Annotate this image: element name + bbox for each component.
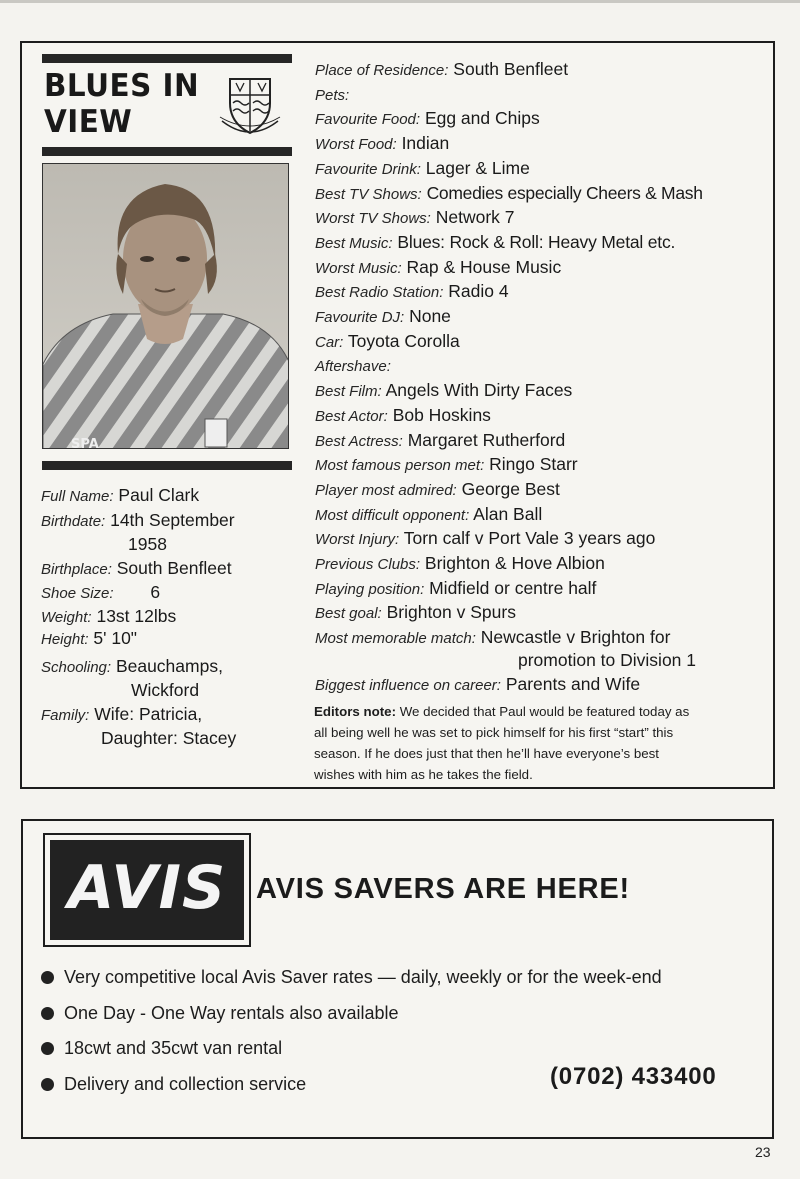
- editors-note: [314, 701, 754, 785]
- best-film-label: Best Film:: [315, 383, 382, 401]
- memorable-match-value-cont: promotion to Division 1: [518, 649, 696, 670]
- weight-row: [41, 606, 311, 628]
- car-value: Toyota Corolla: [347, 330, 460, 351]
- shoe-size-row: [41, 581, 311, 606]
- best-music-row: [315, 231, 770, 256]
- birthplace-row: [41, 557, 311, 582]
- heading-rule-top: [42, 54, 292, 63]
- worst-food-label: Worst Food:: [315, 136, 397, 154]
- favourite-dj-value: None: [409, 306, 451, 327]
- difficult-opponent-label: Most difficult opponent:: [315, 506, 470, 524]
- previous-clubs-value: Brighton & Hove Albion: [424, 553, 605, 574]
- family-value: Wife: Patricia,: [94, 703, 203, 724]
- aftershave-row: [315, 354, 770, 379]
- editors-note-text1: We decided that Paul would be featured today as: [399, 704, 690, 719]
- player-photo: [42, 163, 289, 449]
- heading-rule-bottom: [42, 147, 292, 156]
- editors-note-line1: [314, 701, 754, 722]
- worst-tv-value: Network 7: [435, 207, 515, 228]
- full-name-value: Paul Clark: [118, 485, 200, 505]
- favourites-list: [315, 58, 770, 698]
- difficult-opponent-value: Alan Ball: [473, 503, 543, 524]
- pets-label: Pets:: [315, 86, 350, 104]
- best-actress-value: Margaret Rutherford: [407, 429, 566, 450]
- worst-tv-label: Worst TV Shows:: [315, 210, 431, 228]
- birthplace-label: Birthplace:: [41, 560, 112, 578]
- family-row-cont: [41, 727, 311, 751]
- favourite-dj-label: Favourite DJ:: [315, 309, 405, 327]
- photo-rule: [42, 461, 292, 470]
- best-tv-row: [315, 182, 770, 207]
- best-actor-label: Best Actor:: [315, 407, 388, 425]
- famous-person-label: Most famous person met:: [315, 457, 485, 475]
- ad-headline: AVIS SAVERS ARE HERE!: [256, 873, 630, 905]
- best-film-value: Angels With Dirty Faces: [385, 380, 573, 401]
- schooling-value: Beauchamps,: [115, 655, 223, 676]
- weight-value: 13st 12lbs: [96, 605, 177, 626]
- car-label: Car:: [315, 333, 344, 351]
- full-name-label: Full Name:: [41, 488, 114, 505]
- blues-in-view-profile: [20, 41, 775, 789]
- schooling-label: Schooling:: [41, 658, 112, 676]
- radio-station-row: [315, 280, 770, 305]
- player-details: [41, 484, 311, 751]
- radio-station-label: Best Radio Station:: [315, 284, 444, 302]
- favourite-food-value: Egg and Chips: [424, 108, 540, 129]
- birthdate-row-cont: [41, 533, 311, 557]
- page-number: 23: [755, 1144, 771, 1160]
- full-name-row: [41, 484, 311, 509]
- playing-position-value: Midfield or centre half: [429, 577, 597, 598]
- residence-label: Place of Residence:: [315, 62, 449, 79]
- ad-bullet-text: Very competitive local Avis Saver rates — daily, weekly or for the week-end: [64, 967, 662, 987]
- bullet-dot-icon: [41, 1042, 54, 1055]
- previous-clubs-row: [315, 552, 770, 577]
- playing-position-row: [315, 577, 770, 602]
- memorable-match-row: [315, 626, 770, 651]
- shoe-size-value: 6: [150, 582, 161, 602]
- height-label: Height:: [41, 630, 89, 648]
- best-actor-row: [315, 404, 770, 429]
- family-label: Family:: [41, 706, 90, 724]
- worst-music-row: [315, 256, 770, 281]
- radio-station-value: Radio 4: [448, 281, 509, 302]
- player-admired-value: George Best: [461, 478, 560, 499]
- best-goal-row: [315, 601, 770, 626]
- bullet-dot-icon: [41, 971, 54, 984]
- best-actor-value: Bob Hoskins: [392, 404, 491, 425]
- ad-bullet-text: Delivery and collection service: [64, 1073, 307, 1094]
- residence-row: [315, 58, 770, 83]
- biggest-influence-label: Biggest influence on career:: [315, 676, 501, 694]
- player-admired-label: Player most admired:: [315, 481, 457, 499]
- memorable-match-label: Most memorable match:: [315, 630, 476, 648]
- ad-bullet-item: [41, 1031, 761, 1067]
- weight-label: Weight:: [41, 608, 92, 626]
- playing-position-label: Playing position:: [315, 580, 425, 598]
- schooling-value-cont: Wickford: [131, 680, 200, 700]
- birthdate-value-cont: 1958: [128, 534, 167, 554]
- editors-note-line3: season. If he does just that then he’ll have everyone’s best: [314, 746, 659, 761]
- ad-bullet-text: One Day - One Way rentals also available: [64, 1002, 399, 1023]
- ad-bullet-item: [41, 960, 761, 996]
- best-music-label: Best Music:: [315, 234, 393, 252]
- editors-note-line2: all being well he was set to pick himself for his first “start” this: [314, 725, 674, 740]
- favourite-drink-value: Lager & Lime: [425, 157, 530, 178]
- worst-tv-row: [315, 206, 770, 231]
- schooling-row-cont: [41, 679, 311, 703]
- club-crest-icon: [218, 73, 282, 139]
- birthplace-value: South Benfleet: [116, 557, 232, 578]
- residence-value: South Benfleet: [453, 59, 569, 79]
- editors-note-label: Editors note:: [314, 704, 396, 719]
- page-top-edge: [0, 0, 800, 3]
- aftershave-label: Aftershave:: [315, 358, 391, 376]
- worst-injury-row: [315, 527, 770, 552]
- best-tv-value: Comedies especially Cheers & Mash: [426, 182, 703, 203]
- birthdate-label: Birthdate:: [41, 512, 106, 530]
- worst-injury-value: Torn calf v Port Vale 3 years ago: [403, 528, 656, 549]
- difficult-opponent-row: [315, 503, 770, 528]
- best-tv-label: Best TV Shows:: [315, 185, 422, 203]
- avis-logo-text: AVIS: [67, 853, 227, 923]
- worst-food-row: [315, 132, 770, 157]
- biggest-influence-row: [315, 673, 770, 698]
- best-actress-row: [315, 429, 770, 454]
- memorable-match-value: Newcastle v Brighton for: [480, 627, 671, 648]
- best-goal-value: Brighton v Spurs: [386, 602, 516, 623]
- car-row: [315, 330, 770, 355]
- birthdate-row: [41, 509, 311, 534]
- bullet-dot-icon: [41, 1078, 54, 1091]
- bullet-dot-icon: [41, 1007, 54, 1020]
- previous-clubs-label: Previous Clubs:: [315, 556, 421, 574]
- worst-injury-label: Worst Injury:: [315, 531, 400, 549]
- ad-bullet-item: [41, 996, 761, 1032]
- birthdate-value: 14th September: [110, 509, 235, 530]
- height-value: 5' 10": [93, 627, 138, 648]
- best-actress-label: Best Actress:: [315, 432, 403, 450]
- player-admired-row: [315, 478, 770, 503]
- avis-advert: [21, 819, 774, 1139]
- best-film-row: [315, 379, 770, 404]
- avis-logo-panel: [50, 840, 244, 940]
- editors-note-line4: wishes with him as he takes the field.: [314, 767, 533, 782]
- family-value-cont: Daughter: Stacey: [101, 728, 237, 748]
- favourite-dj-row: [315, 305, 770, 330]
- favourite-food-label: Favourite Food:: [315, 111, 421, 129]
- favourite-drink-label: Favourite Drink:: [315, 160, 421, 178]
- memorable-match-row-cont: [315, 651, 770, 669]
- avis-logo: [43, 833, 251, 947]
- pets-row: [315, 83, 770, 108]
- worst-music-label: Worst Music:: [315, 259, 402, 277]
- famous-person-value: Ringo Starr: [489, 454, 578, 475]
- favourite-drink-row: [315, 157, 770, 182]
- worst-music-value: Rap & House Music: [406, 256, 562, 277]
- famous-person-row: [315, 453, 770, 478]
- schooling-row: [41, 655, 311, 680]
- biggest-influence-value: Parents and Wife: [505, 673, 641, 694]
- svg-text:SPA: SPA: [71, 437, 99, 449]
- height-row: [41, 628, 311, 650]
- worst-food-value: Indian: [401, 133, 450, 154]
- feature-title-line2: VIEW: [44, 104, 133, 140]
- favourite-food-row: [315, 107, 770, 132]
- family-row: [41, 703, 311, 728]
- ad-phone-number: (0702) 433400: [550, 1063, 717, 1090]
- ad-bullet-text: 18cwt and 35cwt van rental: [64, 1038, 283, 1058]
- best-goal-label: Best goal:: [315, 605, 382, 623]
- feature-title: [44, 68, 199, 140]
- feature-title-line1: BLUES IN: [44, 68, 200, 104]
- shoe-size-label: Shoe Size:: [41, 585, 114, 602]
- best-music-value: Blues: Rock & Roll: Heavy Metal etc.: [397, 231, 676, 252]
